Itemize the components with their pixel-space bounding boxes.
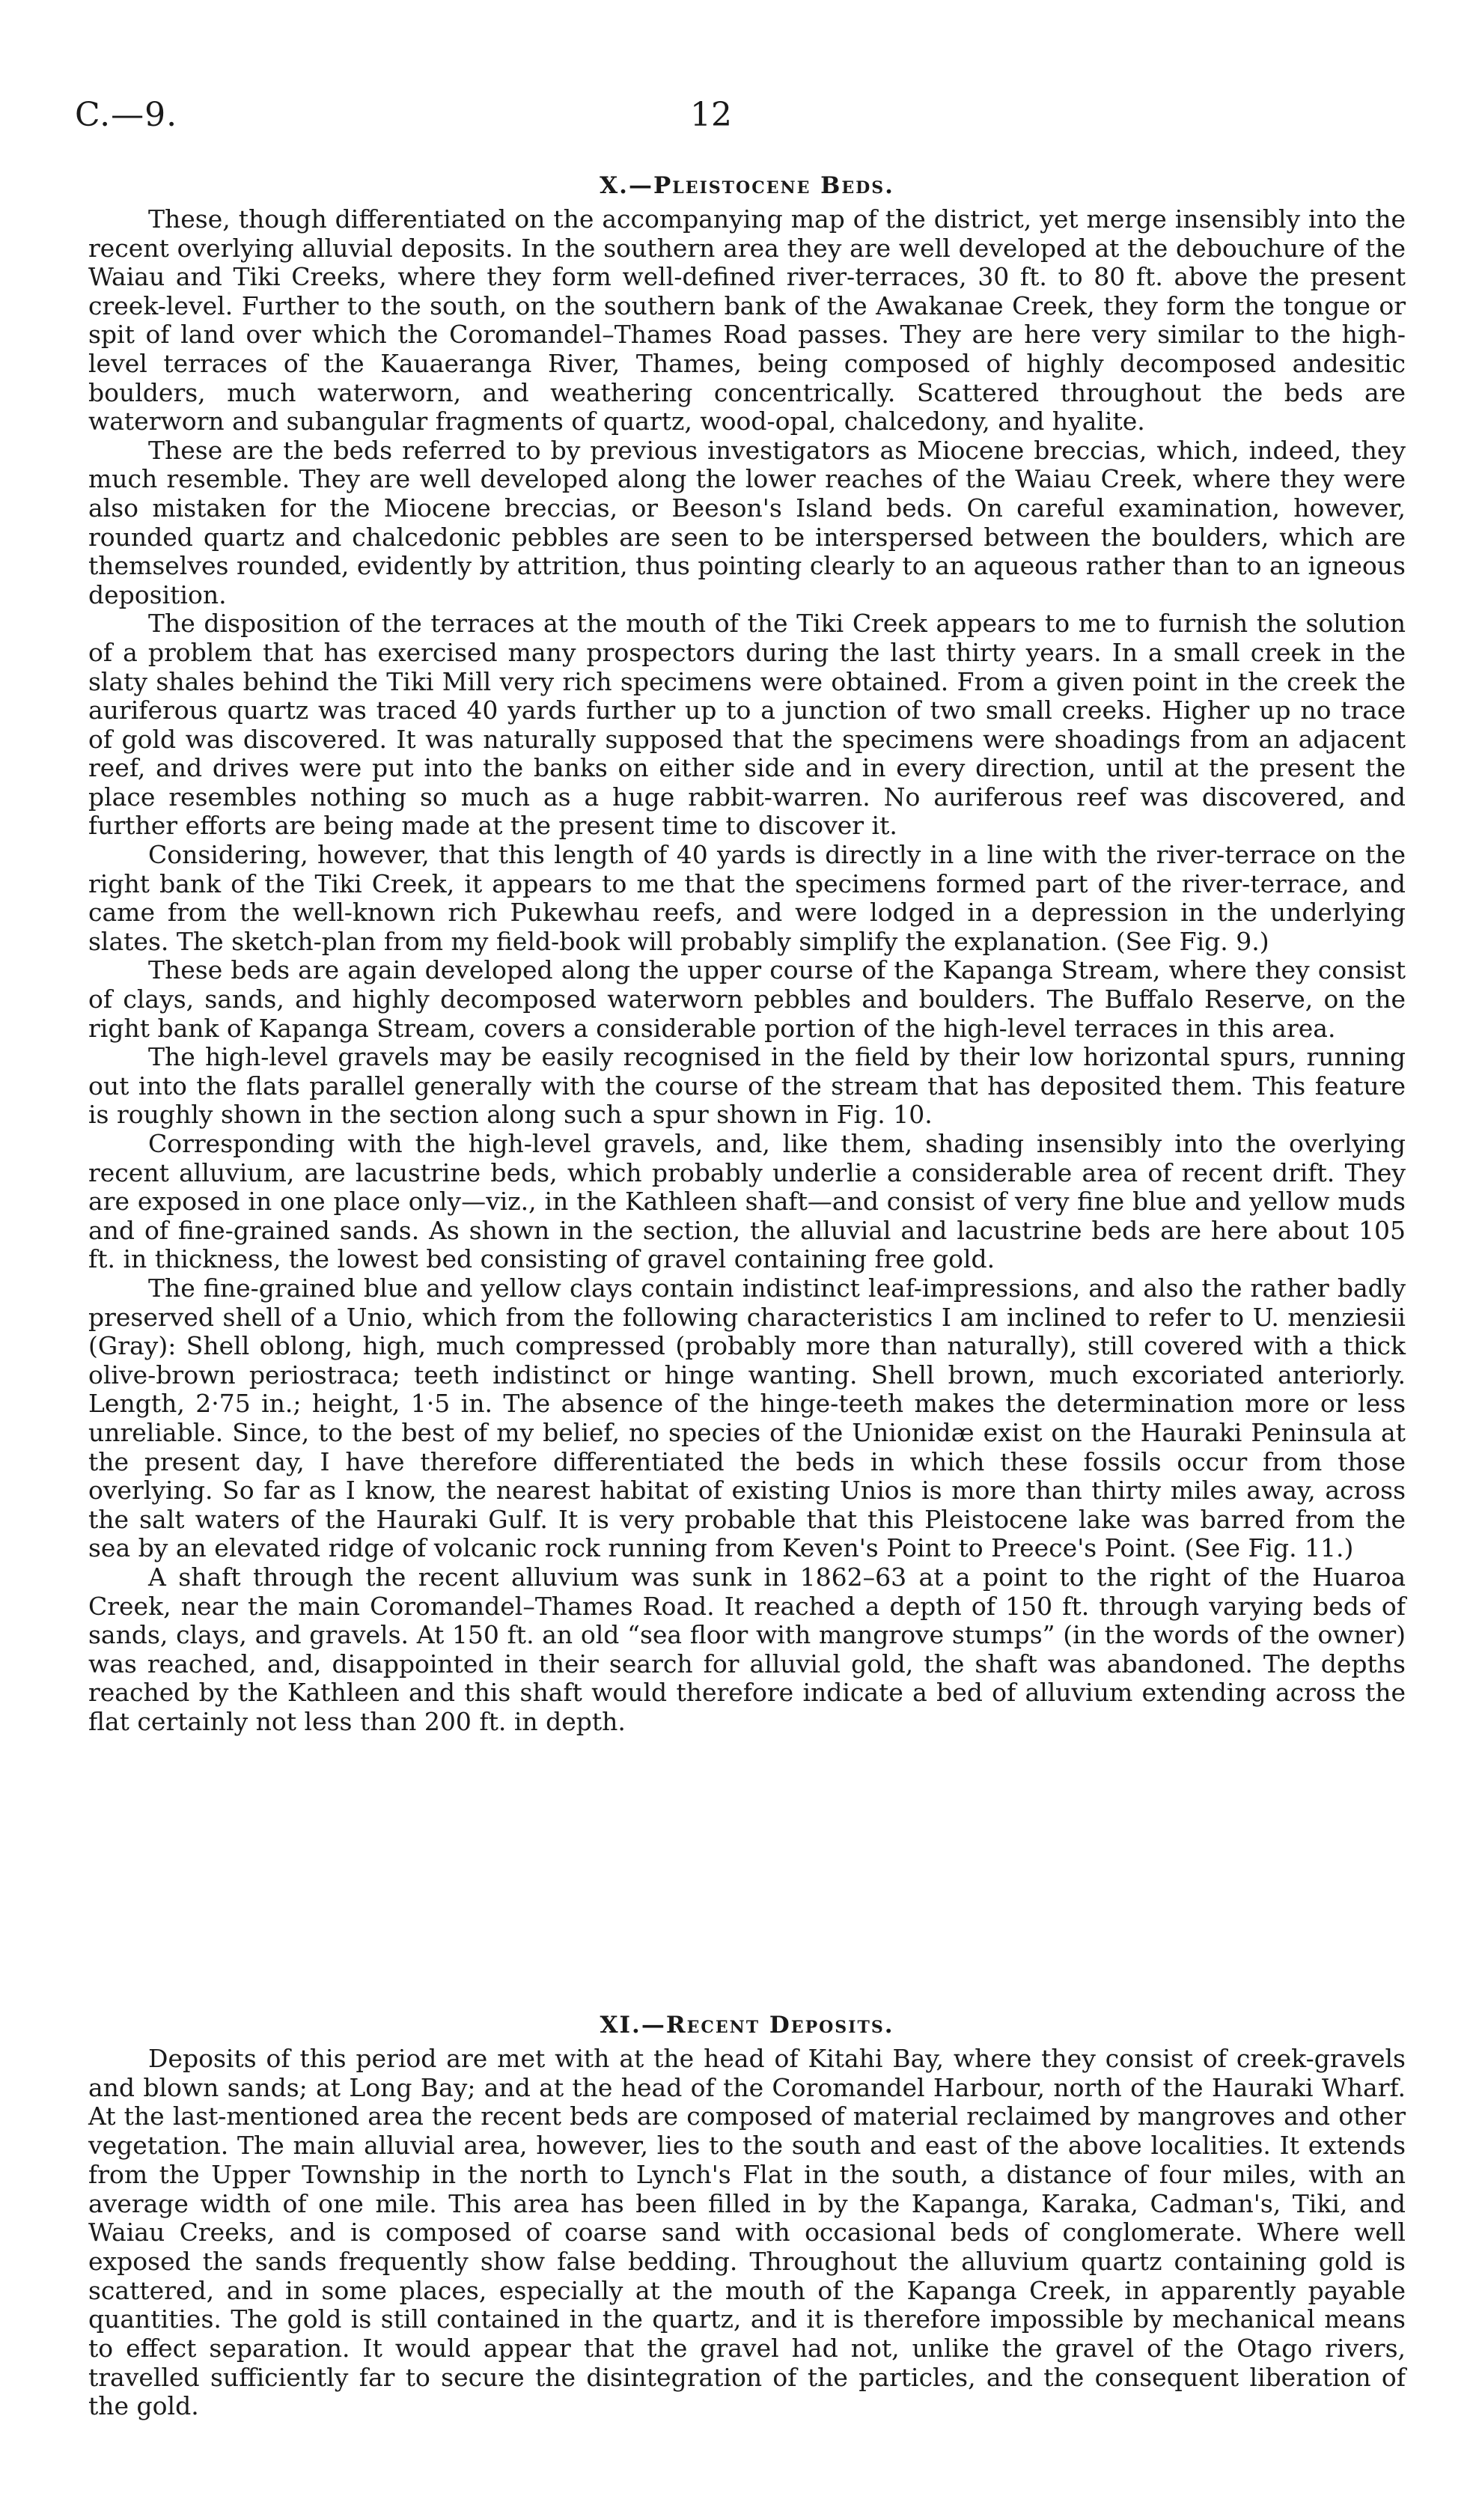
paragraph: The high-level gravels may be easily recognised in the field by their low horizontal spurs, running out into the flats parallel generally with the course of the stream that has deposited them. This feature is roughly shown in the section along such a spur shown in Fig. 10.	[88, 1042, 1406, 1130]
paragraph: These are the beds referred to by previous investigators as Miocene breccias, which, indeed, they much resemble. They are well developed along the lower reaches of the Waiau Creek, where they were also mistaken for the Miocene breccias, or Beeson's Island beds. On careful examination, however, rounded quartz and chalcedonic pebbles are seen to be interspersed between the boulders, which are themselves rounded, evidently by attrition, thus pointing clearly to an aqueous rather than to an igneous deposition.	[88, 435, 1406, 609]
paragraph: These beds are again developed along the upper course of the Kapanga Stream, where they consist of clays, sands, and highly decomposed waterworn pebbles and boulders. The Buffalo Reserve, on the right bank of Kapanga Stream, covers a considerable portion of the high-level terraces in this area.	[88, 955, 1406, 1043]
section-heading	[88, 2010, 1406, 2040]
paragraph: Considering, however, that this length of 40 yards is directly in a line with the river-terrace on the right bank of the Tiki Creek, it appears to me that the specimens formed part of the river-terrace, and came from the well-known rich Pukewhau reefs, and were lodged in a depression in the underlying slates. The sketch-plan from my field-book will probably simplify the explanation. (See Fig. 9.)	[88, 840, 1406, 956]
section-numeral: XI.—	[600, 2012, 666, 2039]
section-pleistocene-beds	[88, 171, 1406, 1736]
paragraph: These, though differentiated on the accompanying map of the district, yet merge insensibly into the recent overlying alluvial deposits. In the southern area they are well developed at the debouchure of the Waiau and Tiki Creeks, where they form well-defined river-terraces, 30 ft. to 80 ft. above the present creek-level. Further to the south, on the southern bank of the Awakanae Creek, they form the tongue or spit of land over which the Coromandel–Thames Road passes. They are here very similar to the high-level terraces of the Kauaeranga River, Thames, being composed of highly decomposed andesitic boulders, much waterworn, and weathering concentrically. Scattered throughout the beds are waterworn and subangular fragments of quartz, wood-opal, chalcedony, and hyalite.	[88, 204, 1406, 436]
paragraph: The fine-grained blue and yellow clays contain indistinct leaf-impressions, and also the rather badly preserved shell of a Unio, which from the following characteristics I am inclined to refer to U. menziesii (Gray): Shell oblong, high, much compressed (probably more than naturally), still covered with a thick olive-brown periostraca; teeth indistinct or hinge wanting. Shell brown, much excoriated anteriorly. Length, 2·75 in.; height, 1·5 in. The absence of the hinge-teeth makes the determination more or less unreliable. Since, to the best of my belief, no species of the Unionidæ exist on the Hauraki Peninsula at the present day, I have therefore differentiated the beds in which these fossils occur from those overlying. So far as I know, the nearest habitat of existing Unios is more than thirty miles away, across the salt waters of the Hauraki Gulf. It is very probable that this Pleistocene lake was barred from the sea by an elevated ridge of volcanic rock running from Keven's Point to Preece's Point. (See Fig. 11.)	[88, 1273, 1406, 1563]
paragraph: The disposition of the terraces at the mouth of the Tiki Creek appears to me to furnish the solution of a problem that has exercised many prospectors during the last thirty years. In a small creek in the slaty shales behind the Tiki Mill very rich specimens were obtained. From a given point in the creek the auriferous quartz was traced 40 yards further up to a junction of two small creeks. Higher up no trace of gold was discovered. It was naturally supposed that the specimens were shoadings from an adjacent reef, and drives were put into the banks on either side and in every direction, until at the present the place resembles nothing so much as a huge rabbit-warren. No auriferous reef was discovered, and further efforts are being made at the present time to discover it.	[88, 609, 1406, 841]
paragraph: Corresponding with the high-level gravels, and, like them, shading insensibly into the overlying recent alluvium, are lacustrine beds, which probably underlie a considerable area of recent drift. They are exposed in one place only—viz., in the Kathleen shaft—and consist of very fine blue and yellow muds and of fine-grained sands. As shown in the section, the alluvial and lacustrine beds are here about 105 ft. in thickness, the lowest bed consisting of gravel containing free gold.	[88, 1129, 1406, 1274]
paragraph: A shaft through the recent alluvium was sunk in 1862–63 at a point to the right of the Huaroa Creek, near the main Coromandel–Thames Road. It reached a depth of 150 ft. through varying beds of sands, clays, and gravels. At 150 ft. an old “sea floor with mangrove stumps” (in the words of the owner) was reached, and, disappointed in their search for alluvial gold, the shaft was abandoned. The depths reached by the Kathleen and this shaft would therefore indicate a bed of alluvium extending across the flat certainly not less than 200 ft. in depth.	[88, 1562, 1406, 1736]
page-number: 12	[690, 96, 732, 134]
paragraph: Deposits of this period are met with at the head of Kitahi Bay, where they consist of creek-gravels and blown sands; at Long Bay; and at the head of the Coromandel Harbour, north of the Hauraki Wharf. At the last-mentioned area the recent beds are composed of material reclaimed by mangroves and other vegetation. The main alluvial area, however, lies to the south and east of the above localities. It extends from the Upper Township in the north to Lynch's Flat in the south, a distance of four miles, with an average width of one mile. This area has been filled in by the Kapanga, Karaka, Cadman's, Tiki, and Waiau Creeks, and is composed of coarse sand with occasional beds of conglomerate. Where well exposed the sands frequently show false bedding. Throughout the alluvium quartz containing gold is scattered, and in some places, especially at the mouth of the Kapanga Creek, in apparently payable quantities. The gold is still contained in the quartz, and it is therefore impossible by mechanical means to effect separation. It would appear that the gravel had not, unlike the gravel of the Otago rivers, travelled sufficiently far to secure the disintegration of the particles, and the consequent liberation of the gold.	[88, 2044, 1406, 2421]
section-recent-deposits	[88, 2010, 1406, 2421]
section-numeral: X.—	[600, 172, 653, 199]
report-reference: C.—9.	[75, 96, 178, 134]
section-title: Pleistocene Beds.	[653, 172, 894, 199]
section-heading	[88, 171, 1406, 201]
section-title: Recent Deposits.	[665, 2012, 894, 2039]
